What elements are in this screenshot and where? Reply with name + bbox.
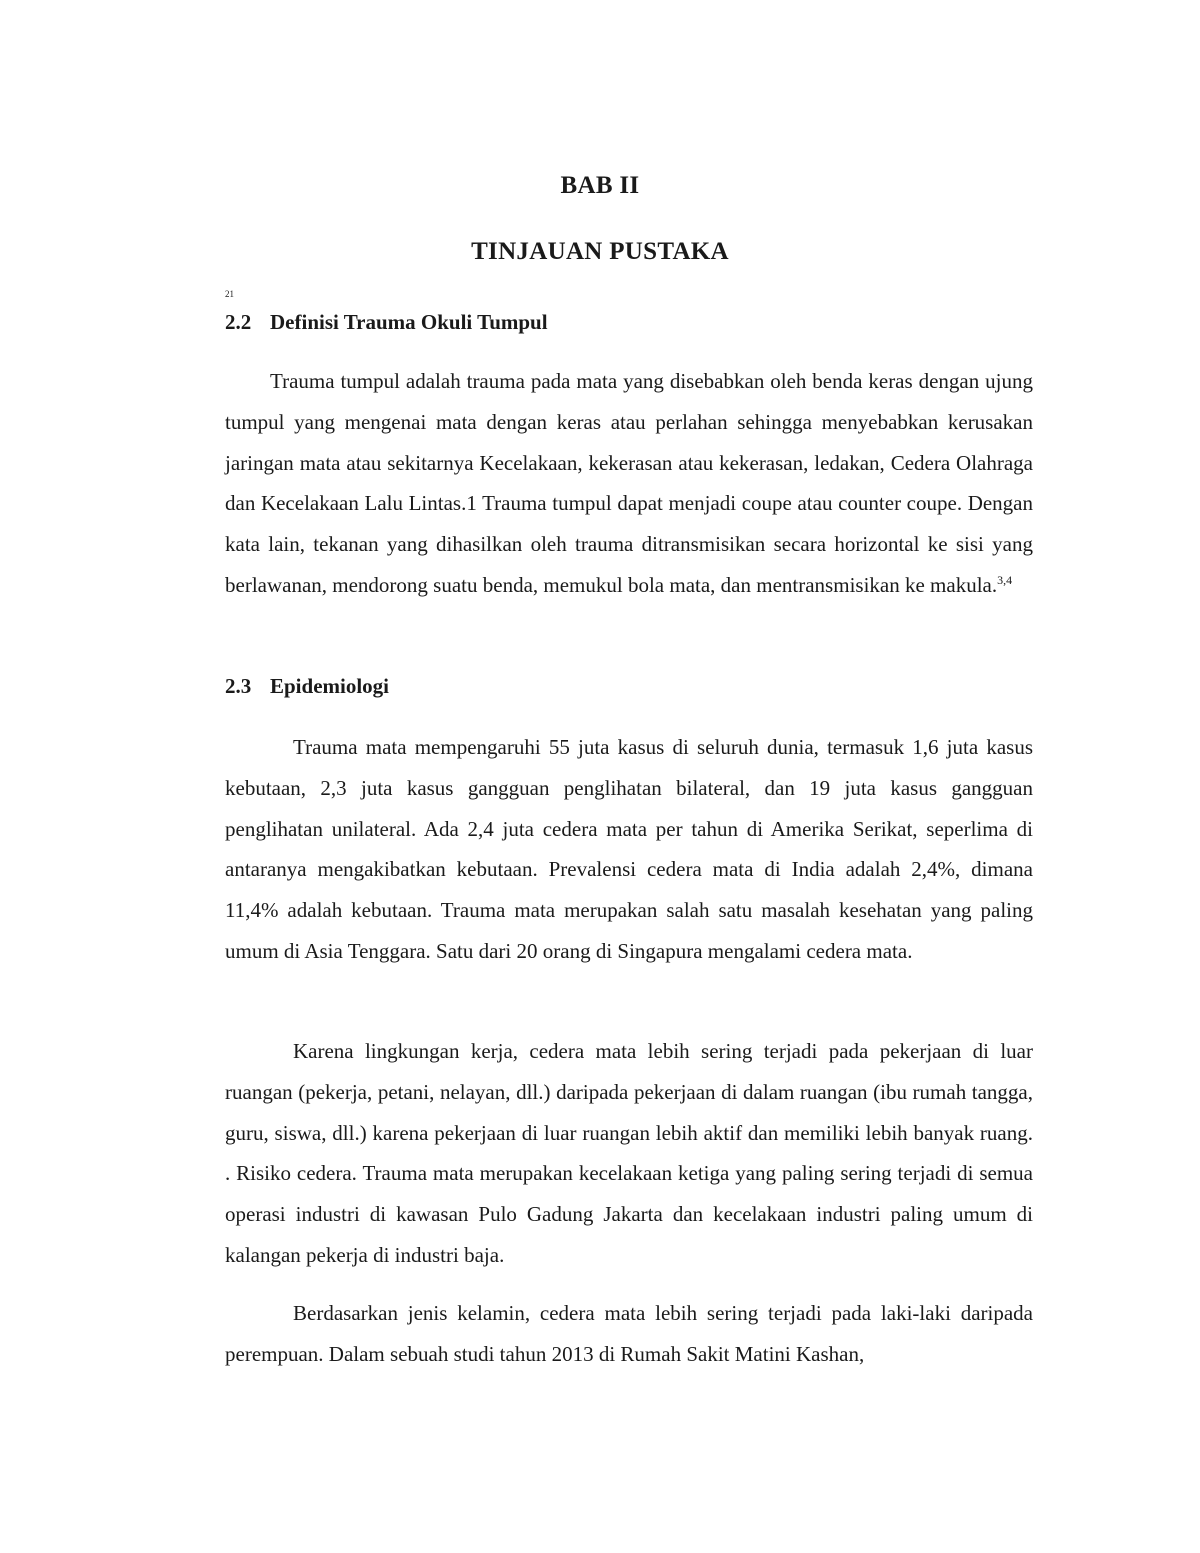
section-heading-epidemiologi — [225, 674, 389, 699]
section-number: 2.2 — [225, 310, 252, 334]
citation-superscript: 3,4 — [997, 572, 1013, 587]
chapter-number: BAB II — [560, 172, 640, 199]
paragraph-epidemiologi-1 — [225, 727, 1033, 972]
section-heading-definisi — [225, 310, 548, 335]
section-number: 2.3 — [225, 674, 252, 698]
page-marker: 21 — [225, 289, 234, 299]
paragraph-text: Berdasarkan jenis kelamin, cedera mata lebih sering terjadi pada laki-laki daripada perempuan. Dalam sebuah studi tahun 2013 di Rumah Sakit Matini Kashan, — [225, 1301, 1033, 1366]
chapter-title: TINJAUAN PUSTAKA — [471, 238, 729, 265]
paragraph-text: Karena lingkungan kerja, cedera mata lebih sering terjadi pada pekerjaan di luar ruangan (pekerja, petani, nelayan, dll.) daripada pekerjaan di dalam ruangan (ibu rumah tangga, guru, siswa, dll.) karena pekerjaan di luar ruangan lebih aktif dan memiliki lebih banyak ruang. . Risiko cedera. Trauma mata merupakan kecelakaan ketiga yang paling sering terjadi di semua operasi industri di kawasan Pulo Gadung Jakarta dan kecelakaan industri paling umum di kalangan pekerja di industri baja. — [225, 1039, 1033, 1267]
section-title: Epidemiologi — [270, 674, 390, 698]
paragraph-definisi — [225, 361, 1033, 606]
paragraph-text: Trauma tumpul adalah trauma pada mata yang disebabkan oleh benda keras dengan ujung tumpul yang mengenai mata dengan keras atau perlahan sehingga menyebabkan kerusakan jaringan mata atau sekitarnya Kecelakaan, kekerasan atau kekerasan, ledakan, Cedera Olahraga dan Kecelakaan Lalu Lintas.1 Trauma tumpul dapat menjadi coupe atau counter coupe. Dengan kata lain, tekanan yang dihasilkan oleh trauma ditransmisikan secara horizontal ke sisi yang berlawanan, mendorong suatu benda, memukul bola mata, dan mentransmisikan ke makula. — [225, 369, 1033, 597]
paragraph-text: Trauma mata mempengaruhi 55 juta kasus di seluruh dunia, termasuk 1,6 juta kasus kebutaan, 2,3 juta kasus gangguan penglihatan bilateral, dan 19 juta kasus gangguan penglihatan unilateral. Ada 2,4 juta cedera mata per tahun di Amerika Serikat, seperlima di antaranya mengakibatkan kebutaan. Prevalensi cedera mata di India adalah 2,4%, dimana 11,4% adalah kebutaan. Trauma mata merupakan salah satu masalah kesehatan yang paling umum di Asia Tenggara. Satu dari 20 orang di Singapura mengalami cedera mata. — [225, 735, 1033, 963]
section-title: Definisi Trauma Okuli Tumpul — [270, 310, 548, 334]
paragraph-epidemiologi-3 — [225, 1293, 1033, 1375]
paragraph-epidemiologi-2 — [225, 1031, 1033, 1276]
